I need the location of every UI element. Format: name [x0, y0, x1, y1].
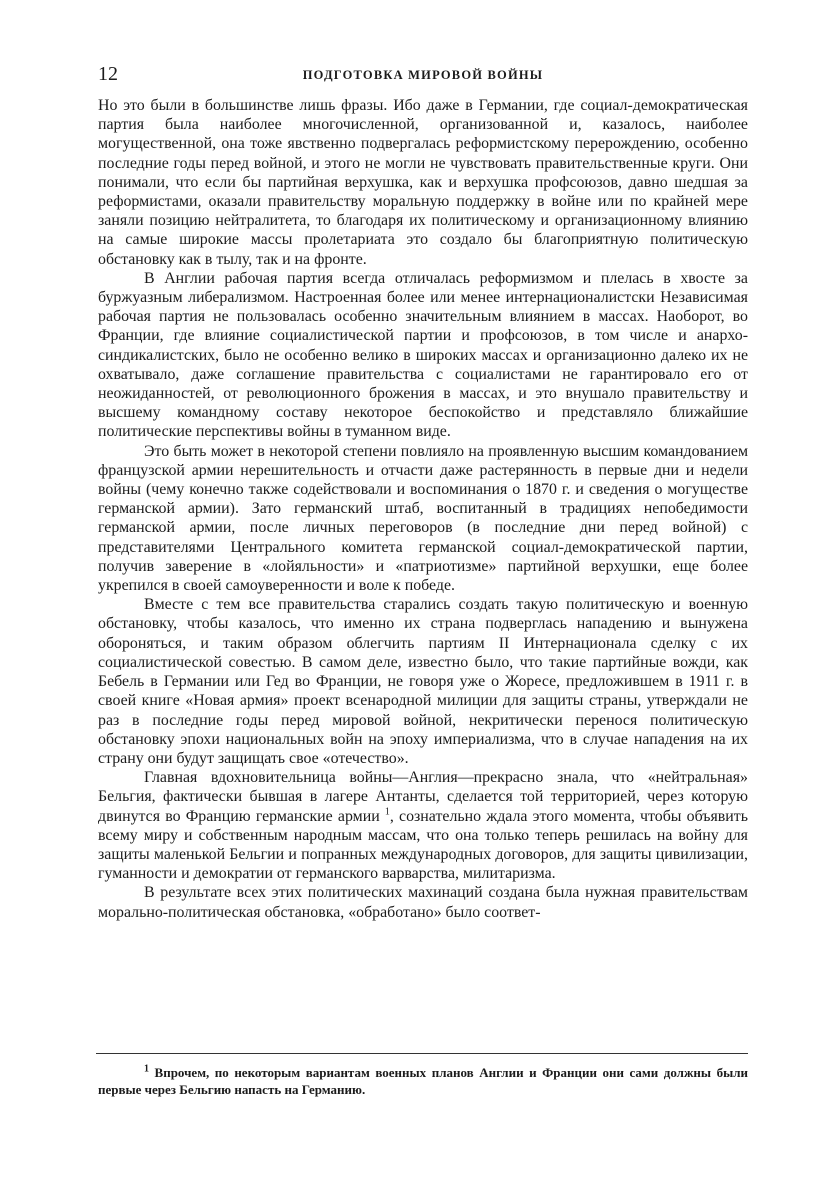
footnote — [98, 1064, 748, 1098]
paragraph: В результате всех этих политических махинаций создана была нужная правительствам морально-политическая обстановка, «обработано» было соответ- — [98, 884, 748, 921]
paragraph — [98, 768, 748, 883]
page-number: 12 — [98, 63, 118, 85]
page-header — [98, 62, 748, 86]
paragraph: Вместе с тем все правительства старались создать такую политическую и военную обстановку, чтобы казалось, что именно их страна подверглась нападению и вынужена обороняться, и таким образом облегчить партиям II Интернационала сделку с их социалистической совестью. В самом деле, известно было, что такие партийные вожди, как Бебель в Германии или Гед во Франции, не говоря уже о Жоресе, предложившем в 1911 г. в своей книге «Новая армия» проект всенародной милиции для защиты страны, утверждали не раз в последние годы перед мировой войной, некритически перенося политическую обстановку эпохи национальных войн на эпоху империализма, что в случае нападения на их страну они будут защищать свое «отечество». — [98, 596, 748, 767]
footnote-divider — [96, 1053, 748, 1054]
running-title: ПОДГОТОВКА МИРОВОЙ ВОЙНЫ — [302, 68, 544, 82]
paragraph: Это быть может в некоторой степени повлияло на проявленную высшим командованием французской армии нерешительность и отчасти даже растерянность в первые дни и недели войны (чему конечно также содействовали и воспоминания о 1870 г. и сведения о могуществе германской армии). Зато германский штаб, воспитанный в традициях непобедимости германской армии, после личных переговоров (в последние дни перед войной) с представителями Центрального комитета германской социал-демократической партии, получив заверение в «лойяльности» и «патриотизме» партийной верхушки, еще более укрепился в своей самоуверенности и воле к победе. — [98, 442, 748, 595]
paragraph: В Англии рабочая партия всегда отличалась реформизмом и плелась в хвосте за буржуазным либерализмом. Настроенная более или менее интернационалистски Независимая рабочая партия не пользовалась особенно значительным влиянием в массах. Наоборот, во Франции, где влияние социалистической партии и профсоюзов, в том числе и анархо-синдикалистских, было не особенно велико в широких массах и организационно далеко их не охватывало, даже соглашение правительства с социалистами не гарантировало его от неожиданностей, от революционного брожения в массах, и это внушало правительству и высшему командному составу некоторое беспокойство и представляло ближайшие политические перспективы войны в туманном виде. — [98, 269, 748, 441]
footnote-reference: 1 — [384, 806, 390, 818]
paragraph-text-part: , сознательно ждала этого момента, чтобы объявить всему миру и собственным народным массам, что она только теперь решилась на войну для защиты маленькой Бельгии и попранных международных договоров, для защиты цивилизации, гуманности и демократии от германского варварства, милитаризма. — [98, 807, 748, 883]
paragraph: Но это были в большинстве лишь фразы. Ибо даже в Германии, где социал-демократическая партия была наиболее многочисленной, организованной и, казалось, наиболее могущественной, она тоже явственно подвергалась реформистскому перерождению, особенно последние годы перед войной, и этого не могли не чувствовать правительственные круги. Они понимали, что если бы партийная верхушка, как и верхушка профсоюзов, давно шедшая за реформистами, оказали правительству моральную поддержку в войне или по крайней мере заняли позицию нейтралитета, то благодаря их политическому и организационному влиянию на самые широкие массы пролетариата это создало бы благоприятную политическую обстановку как в тылу, так и на фронте. — [98, 97, 748, 268]
body-text — [98, 96, 748, 922]
footnote-marker: 1 — [144, 1063, 149, 1075]
paragraph-text-part: Главная вдохновительница войны—Англия—прекрасно знала, что «нейтральная» Бельгия, фактически бывшая в лагере Антанты, сделается той территорией, через которую двинутся во Францию германские армии — [98, 769, 748, 825]
footnote-text: Впрочем, по некоторым вариантам военных планов Англии и Франции они сами должны были первые через Бельгию напасть на Германию. — [98, 1065, 748, 1097]
